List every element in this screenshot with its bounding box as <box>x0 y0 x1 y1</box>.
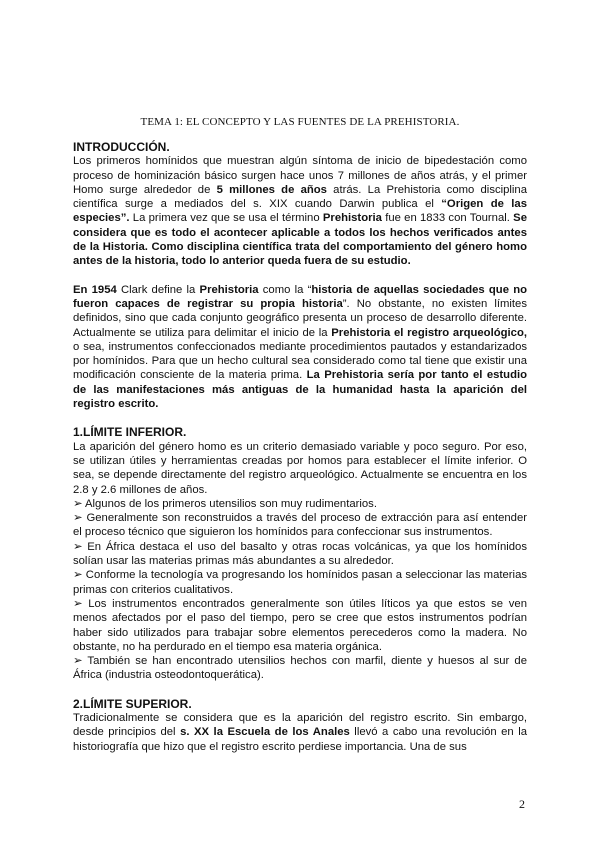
section-heading-limite-superior: 2.LÍMITE SUPERIOR. <box>73 696 192 711</box>
section-heading-limite-inferior: 1.LÍMITE INFERIOR. <box>73 425 187 440</box>
document-body <box>73 140 527 754</box>
list-item: ➢ También se han encontrado utensilios hechos con marfil, diente y huesos al sur de África (industria osteodontoquerática). <box>73 655 527 682</box>
list-item: ➢ Conforme la tecnología va progresando los homínidos pasan a seleccionar las materias primas con criterios cualitativos. <box>73 569 527 596</box>
list-item: ➢ Generalmente son reconstruidos a través del proceso de extracción para así entender el proceso técnico que siguieron los homínidos para confeccionar sus instrumentos. <box>73 512 527 539</box>
section-heading-introduccion: INTRODUCCIÓN. <box>73 140 170 154</box>
list-item: ➢ Algunos de los primeros utensilios son muy rudimentarios. <box>73 497 377 510</box>
upper-paragraph-1: Tradicionalmente se considera que es la aparición del registro escrito. Sin embargo, desde principios del s. XX la Escuela de los Anales llevó a cabo una revolución en la historiografía que hizo que el registro escrito perdiese importancia. Una de sus <box>73 711 527 753</box>
lower-paragraph-1: La aparición del género homo es un criterio demasiado variable y poco seguro. Por eso, se utilizan útiles y herramientas creadas por homos para establecer el límite inferior. O sea, se depende directamente del registro arqueológico. Actualmente se encuentra en los 2.8 y 2.6 millones de años. <box>73 440 527 496</box>
list-item: ➢ Los instrumentos encontrados generalmente son útiles líticos ya que estos se ven menos afectados por el paso del tiempo, pero se cree que estos instrumentos podrían haber sido utilizados para trabajar sobre elementos perecederos como la madera. No obstante, no ha perdurado en el tiempo esa materia orgánica. <box>73 597 527 653</box>
intro-paragraph-1: Los primeros homínidos que muestran algún síntoma de inicio de bipedestación como proceso de hominización básico surgen hace unos 7 millones de años atrás, y el primer Homo surge alrededor de 5 millones de años atrás. La Prehistoria como disciplina científica surge a mediados del s. XIX cuando Darwin publica el “Origen de las especies”. La primera vez que se usa el término Prehistoria fue en 1833 con Tournal. Se considera que es todo el acontecer aplicable a todos los hechos verificados antes de la Historia. Como disciplina científica trata del comportamiento del género homo antes de la historia, todo lo anterior queda fuera de su estudio. <box>73 155 527 268</box>
page-number: 2 <box>519 797 525 811</box>
intro-paragraph-2: En 1954 Clark define la Prehistoria como la “historia de aquellas sociedades que no fueron capaces de registrar su propia historia”. No obstante, no existen límites definidos, sino que cada conjunto geográfico presenta un proceso de desarrollo diferente. Actualmente se utiliza para delimitar el inicio de la Prehistoria el registro arqueológico, o sea, instrumentos confeccionados mediante procedimientos pautados y estandarizados por homínidos. Para que un hecho cultural sea considerado como tal tiene que existir una modificación consciente de la materia prima. La Prehistoria sería por tanto el estudio de las manifestaciones más antiguas de la humanidad hasta la aparición del registro escrito. <box>73 283 528 411</box>
list-item: ➢ En África destaca el uso del basalto y otras rocas volcánicas, ya que los homínidos solían usar las materias primas más abundantes a su alrededor. <box>73 540 527 568</box>
document-title: TEMA 1: EL CONCEPTO Y LAS FUENTES DE LA PREHISTORIA. <box>140 116 460 128</box>
